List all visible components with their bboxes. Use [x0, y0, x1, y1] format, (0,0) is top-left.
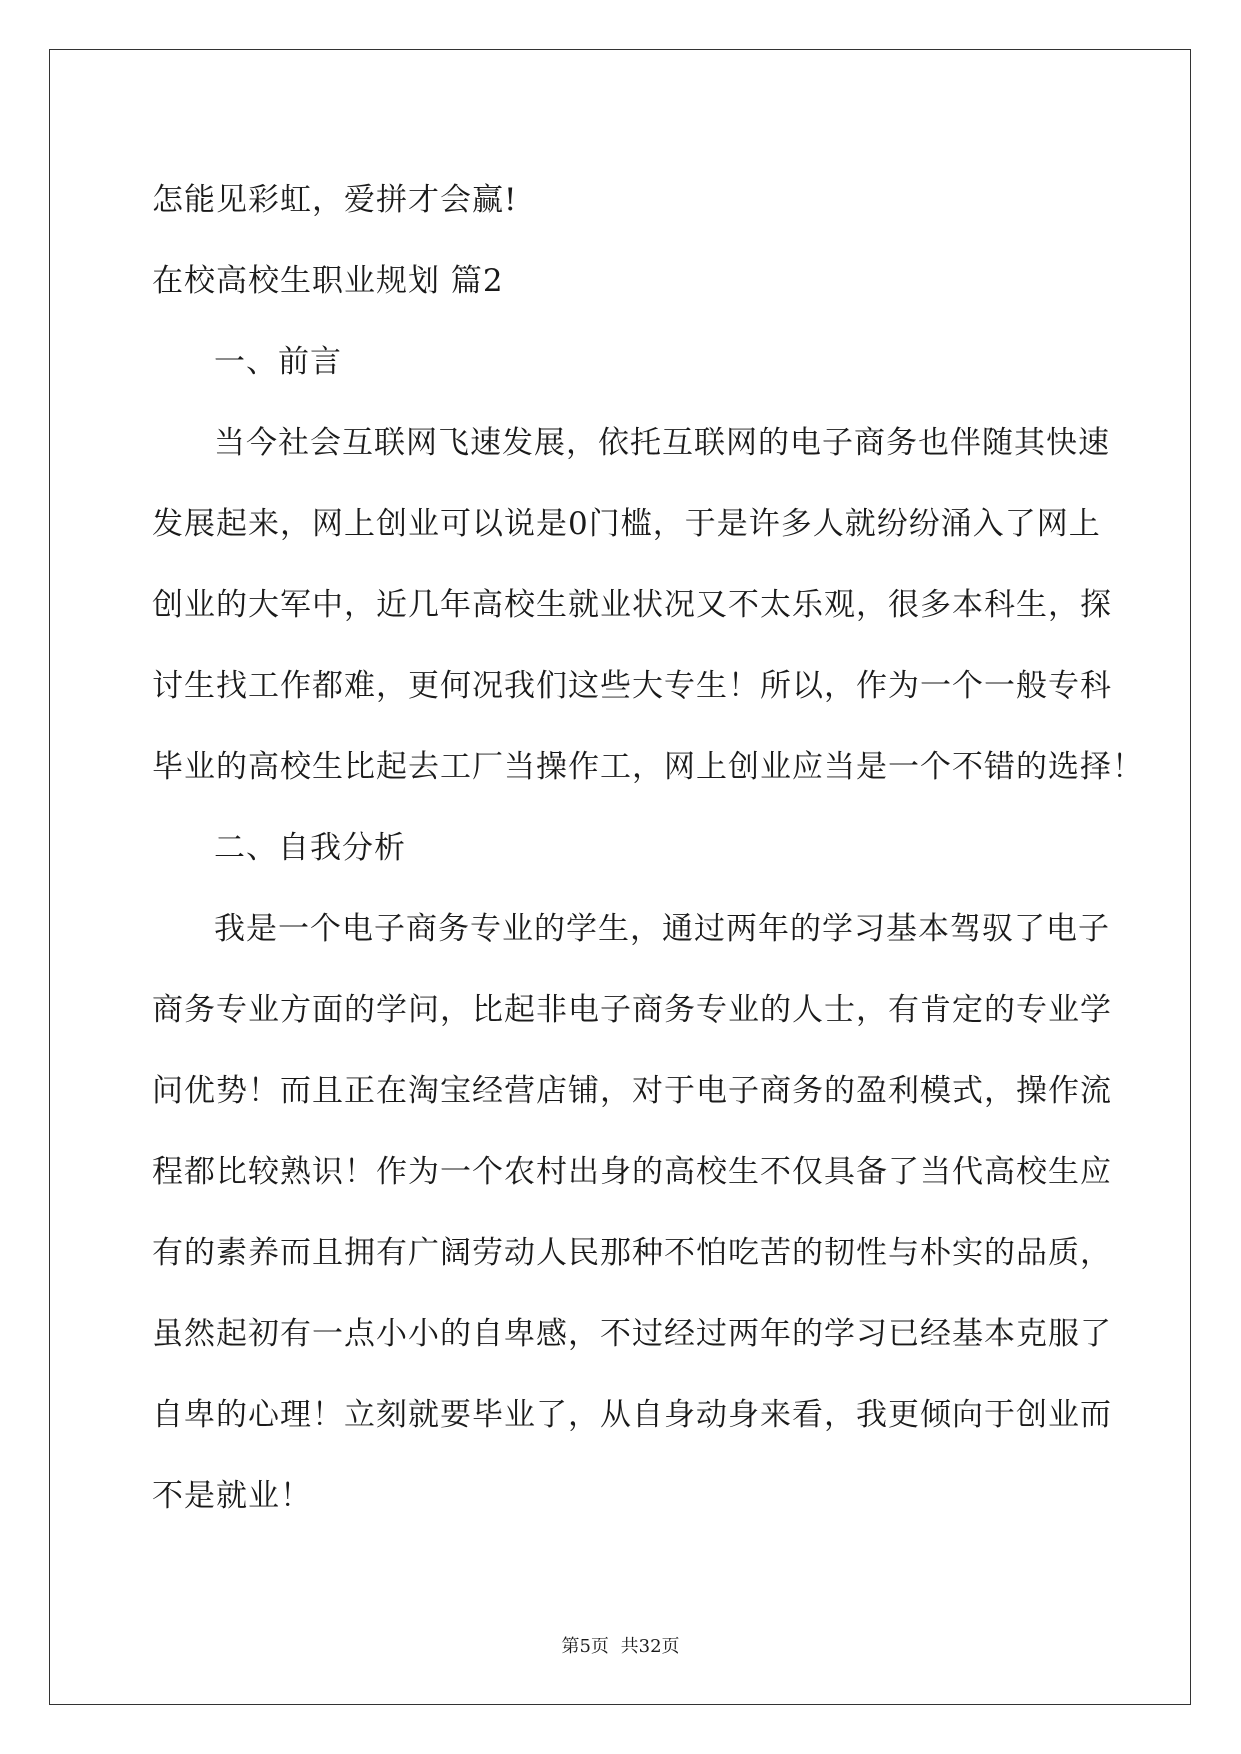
text-line: 怎能见彩虹，爱拼才会赢! — [152, 182, 518, 218]
paragraph-line: 我是一个电子商务专业的学生，通过两年的学习基本驾驭了电子 — [214, 911, 1110, 947]
page-footer — [0, 1632, 1241, 1658]
paragraph-line: 发展起来，网上创业可以说是0门槛，于是许多人就纷纷涌入了网上 — [152, 506, 1101, 542]
paragraph-line: 问优势！而且正在淘宝经营店铺，对于电子商务的盈利模式，操作流 — [152, 1073, 1112, 1109]
paragraph-line: 讨生找工作都难，更何况我们这些大专生！所以，作为一个一般专科 — [152, 668, 1112, 704]
paragraph-line: 当今社会互联网飞速发展，依托互联网的电子商务也伴随其快速 — [214, 425, 1110, 461]
paragraph-line: 自卑的心理！立刻就要毕业了，从自身动身来看，我更倾向于创业而 — [152, 1397, 1112, 1433]
document-body — [152, 160, 1144, 1537]
paragraph-line: 创业的大军中，近几年高校生就业状况又不太乐观，很多本科生，探 — [152, 587, 1112, 623]
paragraph-line: 程都比较熟识！作为一个农村出身的高校生不仅具备了当代高校生应 — [152, 1154, 1112, 1190]
paragraph-line: 毕业的高校生比起去工厂当操作工，网上创业应当是一个不错的选择！ — [152, 749, 1144, 785]
paragraph-line: 不是就业！ — [152, 1478, 312, 1514]
page-number: 第5页 — [561, 1636, 609, 1657]
page-total: 共32页 — [620, 1636, 680, 1657]
section-title: 在校高校生职业规划 篇2 — [152, 263, 504, 299]
heading-self-analysis: 二、自我分析 — [214, 830, 406, 866]
paragraph-line: 有的素养而且拥有广阔劳动人民那种不怕吃苦的韧性与朴实的品质， — [152, 1235, 1112, 1271]
paragraph-line: 虽然起初有一点小小的自卑感，不过经过两年的学习已经基本克服了 — [152, 1316, 1112, 1352]
paragraph-line: 商务专业方面的学问，比起非电子商务专业的人士，有肯定的专业学 — [152, 992, 1112, 1028]
heading-preface: 一、前言 — [214, 344, 342, 380]
